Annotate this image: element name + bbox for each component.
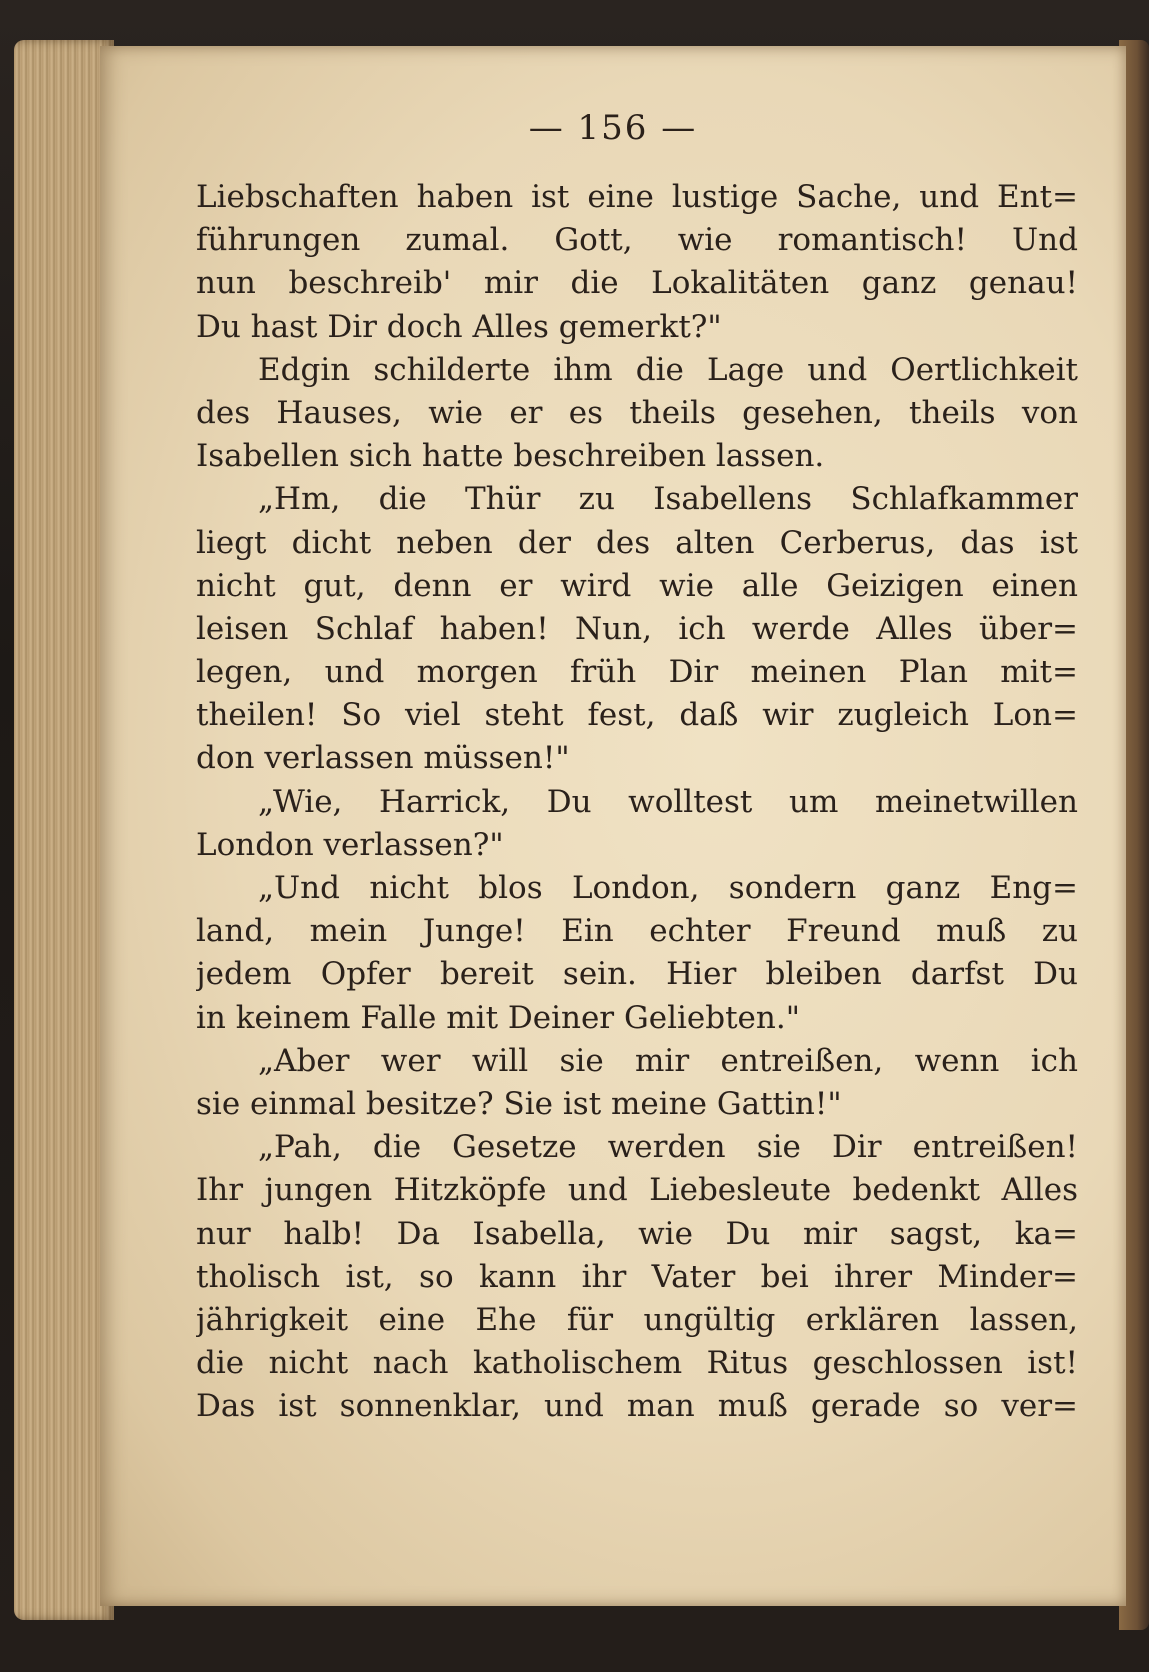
text-line: die nicht nach katholischem Ritus geschlossen ist! — [196, 1345, 1078, 1382]
text-line: tholisch ist, so kann ihr Vater bei ihrer Minder= — [196, 1258, 1078, 1295]
page-number: — 156 — — [528, 108, 698, 148]
text-line: theilen! So viel steht fest, daß wir zugleich Lon= — [196, 697, 1078, 734]
text-line: Das ist sonnenklar, und man muß gerade so ver= — [196, 1388, 1078, 1425]
text-line: „Hm, die Thür zu Isabellens Schlafkammer — [258, 481, 1078, 518]
text-line: „Und nicht blos London, sondern ganz Eng= — [258, 870, 1078, 906]
text-line: London verlassen?" — [196, 826, 504, 863]
text-line: leisen Schlaf haben! Nun, ich werde Alles über= — [196, 610, 1078, 647]
text-line: Isabellen sich hatte beschreiben lassen. — [196, 438, 825, 475]
text-line: führungen zumal. Gott, wie romantisch! Und — [196, 222, 1078, 259]
book-page — [100, 46, 1126, 1606]
text-line: Ihr jungen Hitzköpfe und Liebesleute bedenkt Alles — [196, 1172, 1078, 1209]
text-line: „Aber wer will sie mir entreißen, wenn ich — [258, 1042, 1078, 1079]
text-line: land, mein Junge! Ein echter Freund muß zu — [196, 913, 1078, 950]
text-line: „Pah, die Gesetze werden sie Dir entreißen! — [258, 1129, 1078, 1166]
body-text — [196, 176, 1078, 1428]
text-line: sie einmal besitze? Sie ist meine Gattin!" — [196, 1085, 842, 1122]
text-line: legen, und morgen früh Dir meinen Plan mit= — [196, 654, 1078, 691]
text-line: Du hast Dir doch Alles gemerkt?" — [196, 308, 722, 345]
text-line: nicht gut, denn er wird wie alle Geizigen einen — [196, 567, 1078, 604]
text-line: in keinem Falle mit Deiner Geliebten." — [196, 999, 800, 1036]
page-edges — [14, 40, 114, 1620]
text-line: nur halb! Da Isabella, wie Du mir sagst, ka= — [196, 1215, 1078, 1252]
text-line: Edgin schilderte ihm die Lage und Oertlichkeit — [258, 351, 1078, 388]
text-line: nun beschreib' mir die Lokalitäten ganz genau! — [196, 265, 1078, 302]
text-line: jedem Opfer bereit sein. Hier bleiben darfst Du — [196, 956, 1078, 993]
text-line: jährigkeit eine Ehe für ungültig erklären lassen, — [196, 1301, 1078, 1338]
text-line: „Wie, Harrick, Du wolltest um meinetwillen — [258, 783, 1078, 820]
text-line: don verlassen müssen!" — [196, 740, 570, 777]
text-line: des Hauses, wie er es theils gesehen, theils von — [196, 394, 1078, 431]
text-line: liegt dicht neben der des alten Cerberus, das ist — [196, 524, 1078, 561]
text-line: Liebschaften haben ist eine lustige Sache, und Ent= — [196, 179, 1078, 215]
